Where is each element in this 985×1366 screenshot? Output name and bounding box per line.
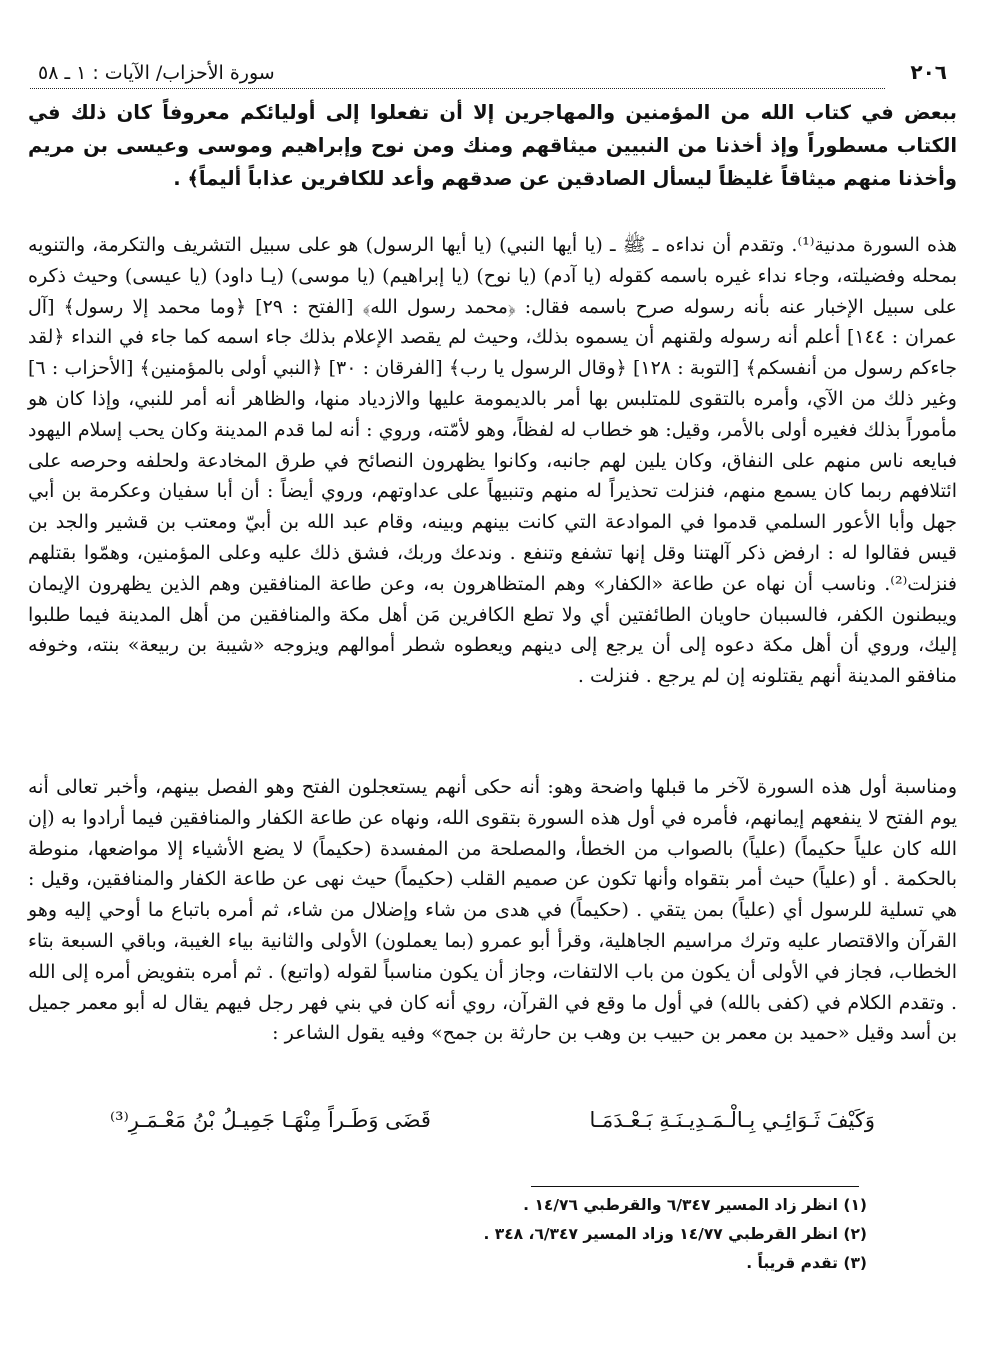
footnote-divider <box>531 1186 859 1187</box>
poem-second-hemistich: قَضَى وَطَـراً مِنْهَـا جَمِيـلُ بْنُ مَعْـمَـرِ⁽³⁾ <box>110 1108 431 1132</box>
poem-verse <box>110 1108 875 1132</box>
page-header <box>30 58 947 89</box>
commentary-paragraph: ومناسبة أول هذه السورة لآخر ما قبلها واضحة وهو: أنه حكى أنهم يستعجلون الفتح وهو الفصل بينهم، وأخبر تعالى أنه يوم الفتح لا ينفعهم إيمانهم، فأمره في أول هذه السورة بتقوى الله، ونهاه عن طاعة الكفار والمنافقين فيما أرادوا به (إن الله كان علياً حكيماً) (علياً) بالصواب من الخطأ، والمصلحة من المفسدة (حكيماً) لا يضع الأشياء إلا مواضعها، منوطة بالحكمة . أو (علياً) حيث أمر بتقواه وأنها تكون عن صميم القلب (حكيماً) حيث نهى عن طاعة الكفار والمنافقين، وقيل : هي تسلية للرسول أي (علياً) بمن يتقي . (حكيماً) في هدى من شاء وإضلال من شاء، ثم أمره باتباع ما أوحي إليه وهو القرآن والاقتصار عليه وترك مراسيم الجاهلية، وقرأ أبو عمرو (بما يعملون) الأولى والثانية بياء الغيبة، وباقي السبعة بتاء الخطاب، فجاز في الأولى أن يكون من باب الالتفات، وجاز أن يكون مناسباً لقوله (واتبع) . ثم أمره بتفويض أمره إلى الله . وتقدم الكلام في (كفى بالله) في أول ما وقع في القرآن، روي أنه كان في بني فهر رجل فيهم يقال له أبو معمر جميل بن أسد وقيل «حميد بن معمر بن حبيب بن وهب بن حارثة بن جمح» وفيه يقول الشاعر : <box>28 776 957 1045</box>
page-number: ٢٠٦ <box>910 60 947 84</box>
footnote-3: (٣) تقدم قريباً . <box>746 1254 867 1272</box>
poem-first-hemistich: وَكَيْفَ ثَـوَائِـي بِـالْـمَـدِيـنَـةِ بَـعْـدَمَـا <box>589 1108 875 1132</box>
quran-verse-text: ببعض في كتاب الله من المؤمنين والمهاجرين إلا أن تفعلوا إلى أوليائكم معروفاً كان ذلك في الكتاب مسطوراً وإذ أخذنا من النبيين ميثاقهم ومنك ومن نوح وإبراهيم وموسى وعيسى بن مريم وأخذنا منهم ميثاقاً غليظاً ليسأل الصادقين عن صدقهم وأعد للكافرين عذاباً أليماً﴾ . <box>28 101 957 190</box>
commentary-paragraph: هذه السورة مدنية⁽¹⁾. وتقدم أن نداءه ـ ﷺ ـ (يا أيها النبي) (يا أيها الرسول) هو على سبيل التشريف والتكرمة، والتنويه بمحله وفضيلته، وجاء نداء غيره باسمه كقوله (يا آدم) (يا نوح) (يا إبراهيم) (يا موسى) (يـا داود) (يا عيسى) وحيث ذكره على سبيل الإخبار عنه بأنه رسوله صرح باسمه فقال: ﴿محمد رسول الله﴾ [الفتح : ٢٩] ﴿وما محمد إلا رسول﴾ [آل عمران : ١٤٤] أعلم أنه رسوله ولقنهم أن يسموه بذلك، وحيث لم يقصد الإعلام بذلك جاء اسمه كما جاء في النداء ﴿لقد جاءكم رسول من أنفسكم﴾ [التوبة : ١٢٨] ﴿وقال الرسول يا رب﴾ [الفرقان : ٣٠] ﴿النبي أولى بالمؤمنين﴾ [الأحزاب : ٦] وغير ذلك من الآي، وأمره بالتقوى للمتلبس بها أمر بالديمومة عليها والازدياد منها، والظاهر أنه أمر للنبي، وإذا كان هو مأموراً بذلك فغيره أولى بالأمر، وقيل: هو خطاب له لفظاً، وهو لأمّته، وروي : أنه لما قدم المدينة وكان يحب إسلام اليهود فبايعه ناس منهم على النفاق، وكان يلين لهم جانبه، وكانوا يظهرون النصائح في طرق المخادعة ولحلفه وحرصه على ائتلافهم ربما كان يسمع منهم، فنزلت تحذيراً له منهم وتنبيهاً على عداوتهم، وروي أيضاً : أن أبا سفيان وعكرمة بن أبي جهل وأبا الأعور السلمي قدموا في الموادعة التي كانت بينهم وبينه، وقام عبد الله بن أبيّ ومعتب بن قشير والجد بن قيس فقالوا له : ارفض ذكر آلهتنا وقل إنها تشفع وتنفع . وندعك وربك، فشق ذلك عليه وعلى المؤمنين، وهمّوا بقتلهم فنزلت⁽²⁾. وناسب أن نهاه عن طاعة «الكفار» وهم المتظاهرون به، وعن طاعة المنافقين وهم الذين يظهرون الإيمان ويبطنون الكفر، فالسببان حاويان الطائفتين أي ولا تطع الكافرين مَن أهل مكة والمنافقين من أهل المدينة فيما طلبوا إليك، وروي أن أهل مكة دعوه إلى أن يرجع إلى دينهم ويعطوه شطر أموالهم ويزوجه «شيبة بن ربيعة» بنته، وخوفه منافقو المدينة أنهم يقتلونه إن لم يرجع . فنزلت . <box>28 234 958 688</box>
footnote-1: (١) انظر زاد المسير ٦/٣٤٧ والقرطبي ١٤/٧٦ . <box>523 1196 867 1214</box>
footnotes <box>267 1191 867 1278</box>
running-title: سورة الأحزاب/ الآيات : ١ ـ ٥٨ <box>30 62 275 84</box>
footnote-2: (٢) انظر القرطبي ١٤/٧٧ وزاد المسير ٦/٣٤٧، ٣٤٨ . <box>483 1225 867 1243</box>
